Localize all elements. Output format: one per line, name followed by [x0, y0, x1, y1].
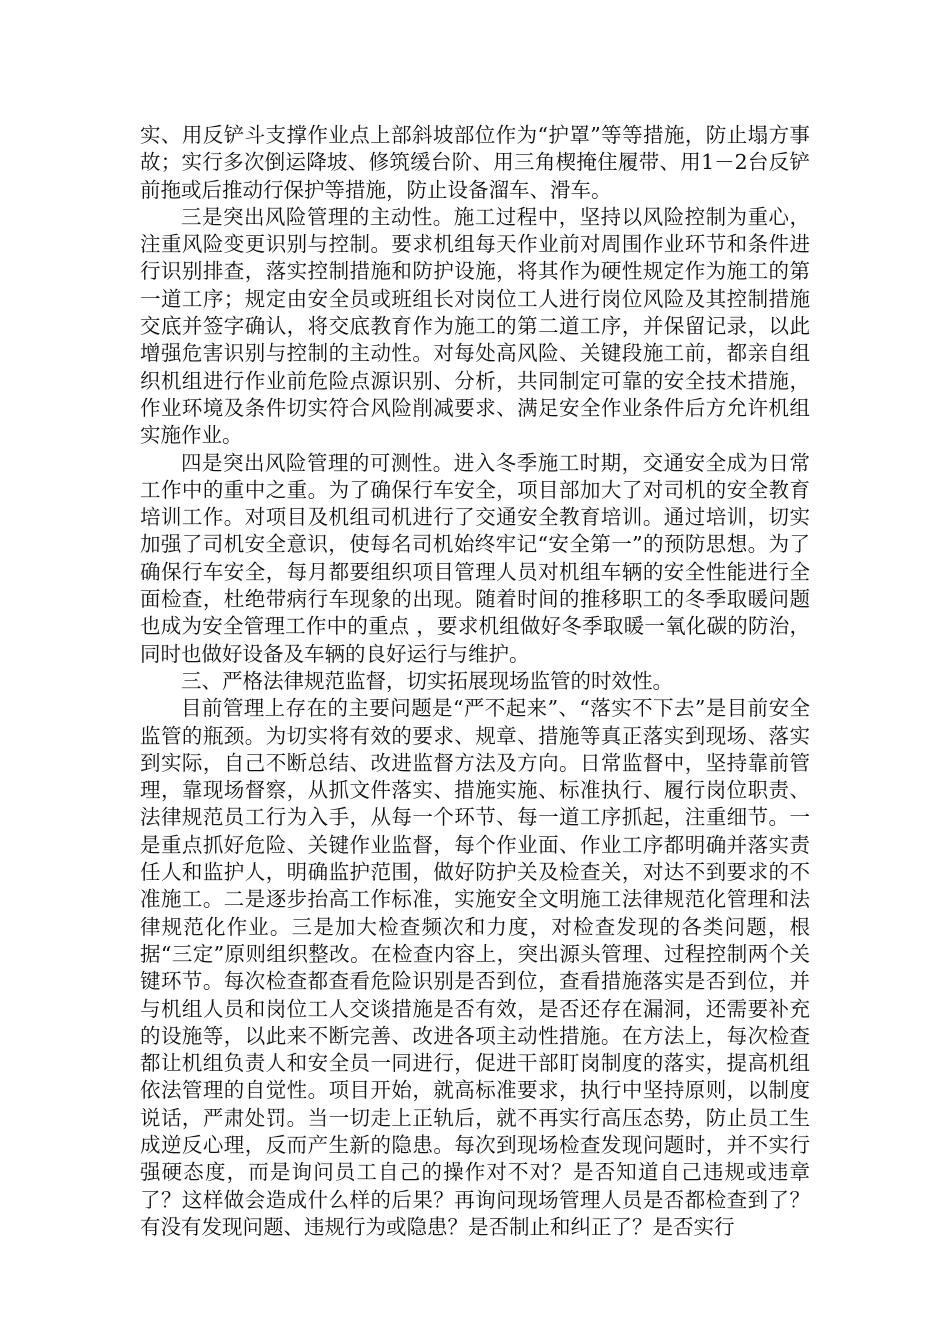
paragraph-continuation: 实、用反铲斗支撑作业点上部斜坡部位作为“护罩”等等措施，防止塌方事故；实行多次倒运降坡、修筑缓台阶、用三角楔掩住履带、用1－2台反铲前拖或后推动行保护等措施，防止设备溜车、滑车。 [140, 123, 810, 202]
body-text [140, 122, 810, 1241]
paragraph-risk-initiative: 三是突出风险管理的主动性。施工过程中，坚持以风险控制为重心，注重风险变更识别与控制。要求机组每天作业前对周围作业环节和条件进行识别排查，落实控制措施和防护设施，将其作为硬性规定作为施工的第一道工序；规定由安全员或班组长对岗位工人进行岗位风险及其控制措施交底并签字确认，将交底教育作为施工的第二道工序，并保留记录，以此增强危害识别与控制的主动性。对每处高风险、关键段施工前，都亲自组织机组进行作业前危险点源识别、分析，共同制定可靠的安全技术措施，作业环境及条件切实符合风险削减要求、满足安全作业条件后方允许机组实施作业。 [140, 204, 810, 448]
section-heading-supervision: 三、严格法律规范监督，切实拓展现场监管的时效性。 [181, 668, 673, 693]
paragraph-supervision-details: 目前管理上存在的主要问题是“严不起来”、“落实不下去”是目前安全监管的瓶颈。为切实将有效的要求、规章、措施等真正落实到现场、落实到实际，自己不断总结、改进监督方法及方向。日常监督中，坚持靠前管理，靠现场督察，从抓文件落实、措施实施、标准执行、履行岗位职责、法律规范员工行为入手，从每一个环节、每一道工序抓起，注重细节。一是重点抓好危险、关键作业监督，每个作业面、作业工序都明确并落实责任人和监护人，明确监护范围，做好防护关及检查关，对达不到要求的不准施工。二是逐步抬高工作标准，实施安全文明施工法律规范化管理和法律规范化作业。三是加大检查频次和力度，对检查发现的各类问题，根据“三定”原则组织整改。在检查内容上，突出源头管理、过程控制两个关键环节。每次检查都查看危险识别是否到位，查看措施落实是否到位，并与机组人员和岗位工人交谈措施是否有效，是否还存在漏洞，还需要补充的设施等，以此来不断完善、改进各项主动性措施。在方法上，每次检查都让机组负责人和安全员一同进行，促进干部盯岗制度的落实，提高机组依法管理的自觉性。项目开始，就高标准要求，执行中坚持原则，以制度说话，严肃处罚。当一切走上正轨后，就不再实行高压态势，防止员工生成逆反心理，反而产生新的隐患。每次到现场检查发现问题时，并不实行强硬态度，而是询问员工自己的操作对不对？是否知道自己违规或违章了？这样做会造成什么样的后果？再询问现场管理人员是否都检查到了？有没有发现问题、违规行为或隐患？是否制止和纠正了？是否实行 [140, 696, 810, 1239]
paragraph-risk-measurability: 四是突出风险管理的可测性。进入冬季施工时期，交通安全成为日常工作中的重中之重。为了确保行车安全，项目部加大了对司机的安全教育培训工作。对项目及机组司机进行了交通安全教育培训。通过培训，切实加强了司机安全意识，使每名司机始终牢记“安全第一”的预防思想。为了确保行车安全，每月都要组织项目管理人员对机组车辆的安全性能进行全面检查，杜绝带病行车现象的出现。随着时间的推移职工的冬季取暖问题也成为安全管理工作中的重点 ，要求机组做好冬季取暖一氧化碳的防治，同时也做好设备及车辆的良好运行与维护。 [140, 450, 810, 666]
